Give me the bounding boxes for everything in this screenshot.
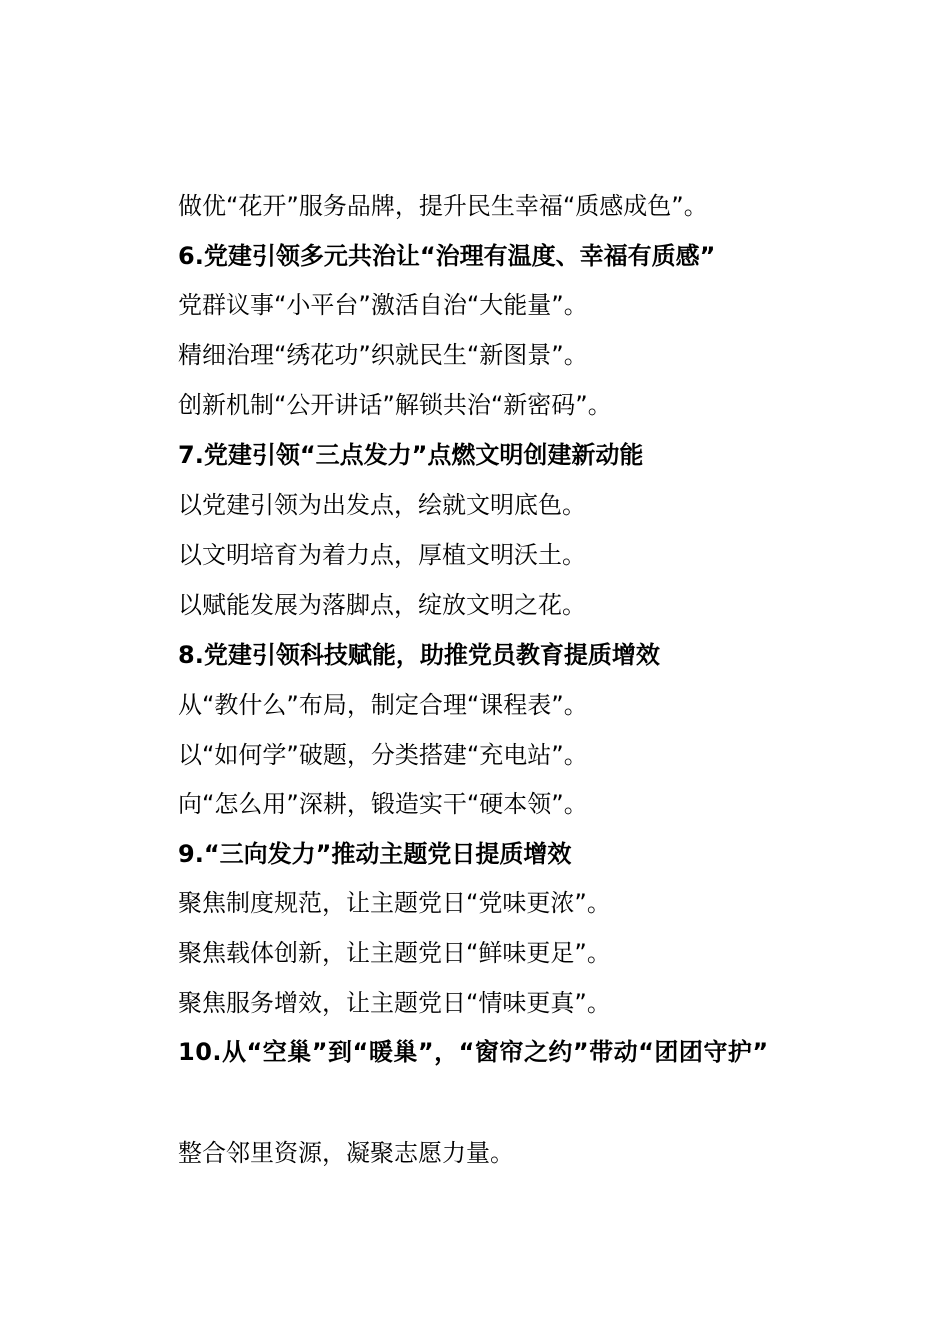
section-heading-9: 9.“三向发力”推动主题党日提质增效 — [178, 840, 572, 868]
body-line: 以赋能发展为落脚点，绽放文明之花。 — [178, 591, 586, 619]
section-heading-10: 10.从“空巢”到“暖巢”，“窗帘之约”带动“团团守护” — [178, 1038, 769, 1066]
body-line: 创新机制“公开讲话”解锁共治“新密码”。 — [178, 391, 612, 419]
body-line: 做优“花开”服务品牌，提升民生幸福“质感成色”。 — [178, 192, 708, 220]
body-line: 聚焦载体创新，让主题党日“鲜味更足”。 — [178, 939, 611, 967]
body-line: 以党建引领为出发点，绘就文明底色。 — [178, 491, 586, 519]
body-line: 聚焦服务增效，让主题党日“情味更真”。 — [178, 989, 611, 1017]
body-line: 向“怎么用”深耕，锻造实干“硬本领”。 — [178, 790, 588, 818]
body-line: 以文明培育为着力点，厚植文明沃土。 — [178, 541, 586, 569]
section-heading-6: 6.党建引领多元共治让“治理有温度、幸福有质感” — [178, 242, 716, 270]
body-line: 党群议事“小平台”激活自治“大能量”。 — [178, 291, 588, 319]
body-line: 精细治理“绣花功”织就民生“新图景”。 — [178, 341, 588, 369]
body-line: 以“如何学”破题，分类搭建“充电站”。 — [178, 741, 588, 769]
body-line: 聚焦制度规范，让主题党日“党味更浓”。 — [178, 889, 611, 917]
body-line: 整合邻里资源，凝聚志愿力量。 — [178, 1139, 514, 1167]
section-heading-8: 8.党建引领科技赋能，助推党员教育提质增效 — [178, 641, 660, 669]
body-line: 从“教什么”布局，制定合理“课程表”。 — [178, 691, 588, 719]
section-heading-7: 7.党建引领“三点发力”点燃文明创建新动能 — [178, 441, 644, 469]
